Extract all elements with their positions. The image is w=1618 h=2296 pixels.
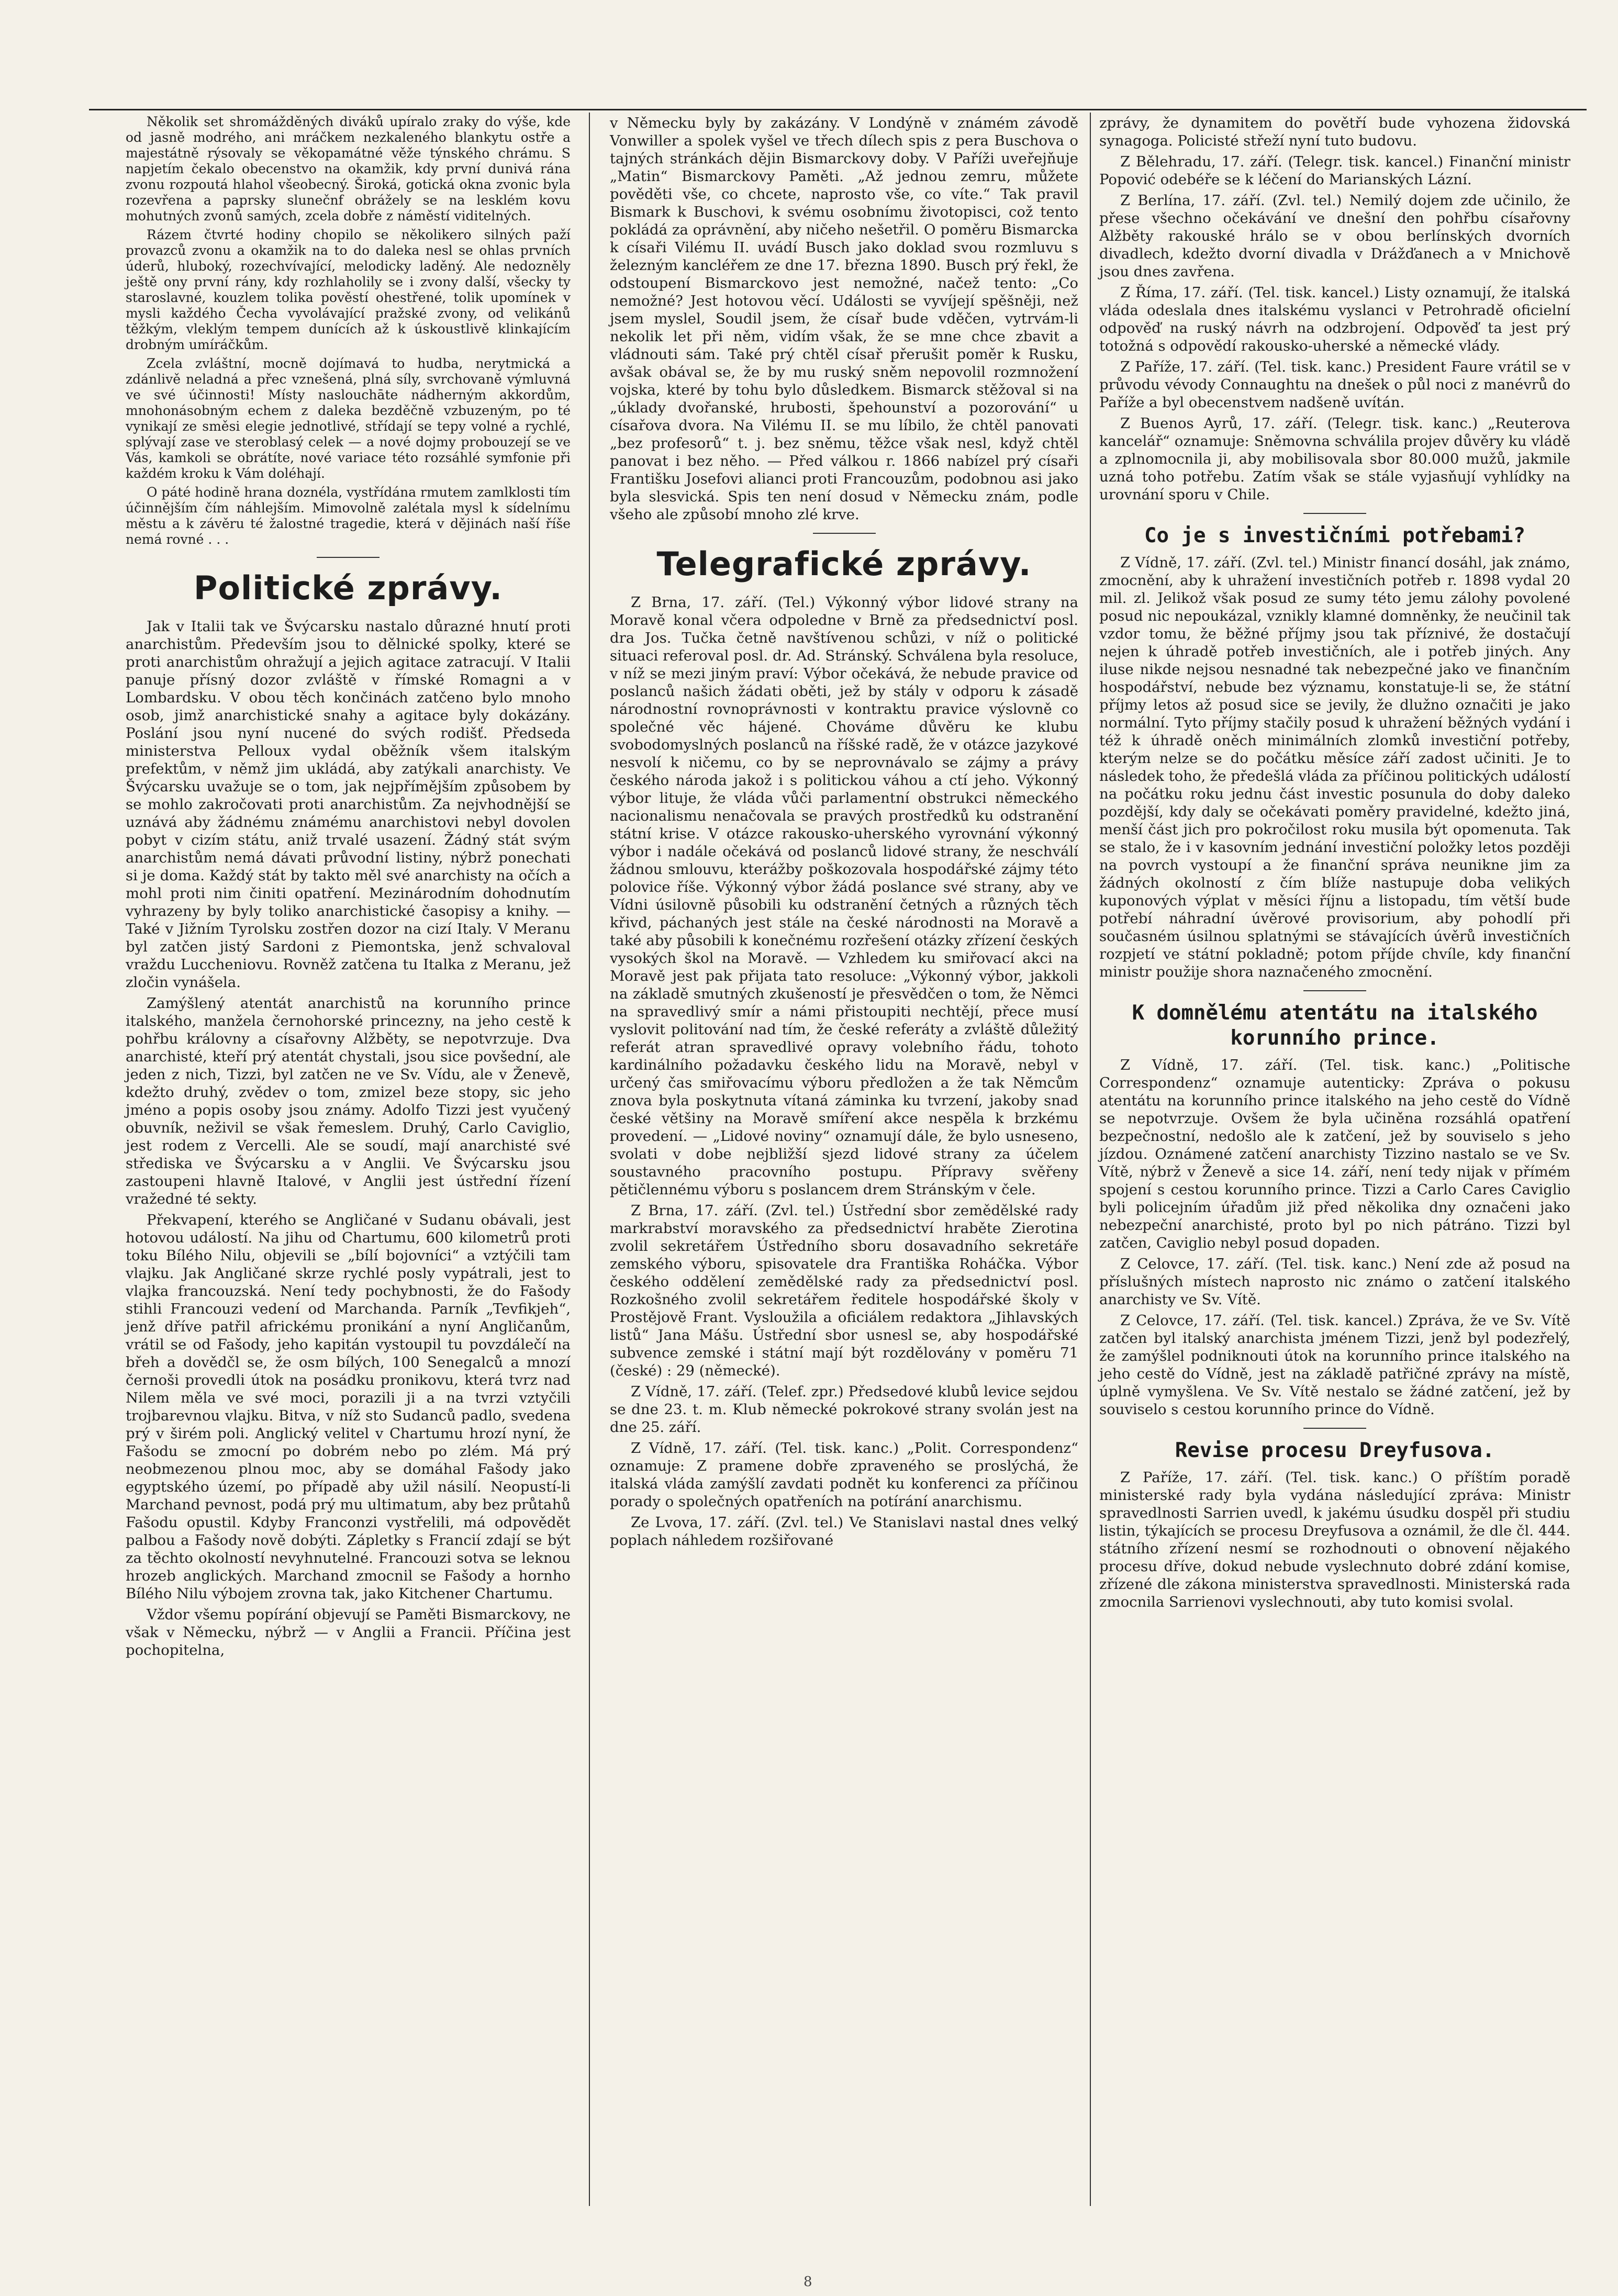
column-divider-1 [589, 113, 590, 2206]
intro-paragraph: Zcela zvláštní, mocně dojímavá to hudba, nerytmická a zdánlivě neladná a přec vznešená, plná síly, svrchovaně výmluvná ve své účinnosti! Místy naslouchāte nádherným akkordům, mnohonásobným echem z daleka bezděčně vzbuzeným, po té vynikají ze směsi elegie jednotlivé, střídají se tepy volné a rychlé, splývají zase ve steroblasý celek — a nové dojmy probouzejí se ve Vás, kamkoli se obrátíte, nové variace této rozsáhlé symfonie při každém kroku k Vám doléhají. [126, 356, 571, 481]
continued-paragraph: v Německu byly by zakázány. V Londýně v známém závodě Vonwiller a spolek vyšel ve třech dílech spis z pera Buschova o tajných stránkách dějin Bismarckovy doby. V Paříži uveřejňuje „Matin“ Bismarckovy Paměti. „Až jednou zemru, můžete pověděti vše, co chcete, naprosto vše, co víte.“ Tak pravil Bismark k Buschovi, k svému osobnímu životopisci, což tento pokládá za oprávnění, aby ničeho nešetřil. O poměru Bismarcka k císaři Vilému II. uvádí Busch jako doklad svou rozmluvu s železným kancléřem ze dne 17. března 1890. Busch prý řekl, že odstoupení Bismarckovo jest nemožné, načež tento: „Co nemožné? Jest hotovou věcí. Události se vyvíjejí spěšněji, než jsem myslel, Soudil jsem, že císař bude vděčen, vytrvám-li nekolik let při něm, vidím však, že se mne chce zbavit a vládnouti sám. Také prý chtěl císař přerušit poměr k Rusku, avšak obával se, že by mu ruský sněm nepovolil rozmnožení vojska, které by tohu bylo důsledkem. Bismarck stěžoval si na „úklady dvořanské, hrubosti, špehounství a pozorování“ u císařova dvora. Na Vilému II. se mu líbilo, že chtěl panovati „bez profesorů“ t. j. bez sněmu, těžce však nesl, když chtěl panovat i bez něho. — Před válkou r. 1866 nabízel prý císaři Františku Josefovi alianci proti Francouzům, podobnou asi jako byla slesvická. Spis ten není dosud v Německu znám, podle všeho ale způsobí mnoho zlé krve. [610, 115, 1078, 523]
heading-dreyfus: Revise procesu Dreyfusova. [1175, 1439, 1495, 1462]
column-1 [126, 114, 571, 1662]
intro-paragraph: Několik set shromážděných diváků upíralo zraky do výše, kde od jasně modrého, ani mráčkem nezkaleného blankytu ostře a majestátně rýsovaly se věkopamátné věže týnského chrámu. S napjetím čekalo obecenstvo na okamžik, kdy první dunivá rána zvonu rozpoutá hlahol všeobecný. Široká, gotická okna zvonic byla rozevřena a paprsky slunečnf obrážely se na lesklém kovu mohutných zvonů samých, zcela dobře z náměstí viditelných. [126, 114, 571, 223]
telegram-item: Z Berlína, 17. září. (Zvl. tel.) Nemilý dojem zde učinilo, že přese všechno očekávání ve dnešní den pohřbu císařovny Alžběty rakouské hrálo se v obou berlínských dvorních divadlech, kdežto dvorní divadla v Drážďanech a v Mnichově jsou dnes zavřena. [1099, 192, 1570, 280]
section-separator [813, 533, 876, 534]
heading-investments: Co je s investičními potřebami? [1144, 524, 1525, 547]
telegram-item: Z Bělehradu, 17. září. (Telegr. tisk. kancel.) Finanční ministr Popović odebéře se k léčení do Marianských Lázní. [1099, 153, 1570, 188]
politics-paragraph: Překvapení, kterého se Angličané v Sudanu obávali, jest hotovou událostí. Na jihu od Chartumu, 600 kilometrů proti toku Bílého Nilu, objevili se „bílí bojovníci“ a vztýčili tam vlajku. Jak Angličané skrze rychlé posly vypátrali, jest to vlajka francouzská. Není tedy pochybnosti, že do Fašody stihli Francouzi vedení od Marchanda. Parník „Tevfikjeh“, jenž dříve patřil africkému pronikání a nyní Angličanům, vrátil se od Fašody, jeho kapitán vystoupil tu povzdálečí na břeh a dovědčl se, že osm bílých, 100 Senegalců a mnozí černoši provedli útok na posádku pronikovu, která tvrz nad Nilem měla ve své moci, porazili ji a na tvrzi vztyčili trojbarevnou vlajku. Bitva, v níž sto Sudanců padlo, svedena prý v širém poli. Anglický velitel v Chartumu hrozí nyní, že Fašodu se zmocní po dobrém nebo po zlém. Má prý neobmezenou plnou moc, aby se domáhal Fašody jako egyptského území, po případě aby užil násilí. Neopustí-li Marchand pevnost, podá prý mu ultimatum, aby bez průtahů Fašodu opustil. Kdyby Franconzi vystřelili, má odpovědět palbou a Fašody nově dobýti. Zápletky s Francií zdají se být za těchto okolností nevyhnutelné. Francouzi sotva se leknou hrozeb anglických. Marchand zmocnil se Fašody a hornho Bílého Nilu výbojem zrovna tak, jako Kitchener Chartumu. [126, 1212, 571, 1602]
section-separator [1303, 990, 1366, 991]
heading-telegrams: Telegrafické zprávy. [656, 545, 1032, 583]
telegram-item: Z Paříže, 17. září. (Tel. tisk. kanc.) President Faure vrátil se v průvodu vévody Connaughtu na dnešek o půl noci z manévrů do Paříže a byl obecenstvem nadšeně uvítán. [1099, 359, 1570, 411]
top-rule [89, 109, 1587, 110]
section-separator [317, 557, 380, 558]
telegram-item: Z Vídně, 17. září. (Telef. zpr.) Předsedové klubů levice sejdou se dne 23. t. m. Klub německé pokrokové strany svolán jest na dne 25. září. [610, 1383, 1078, 1436]
heading-prince-attack: K domnělému atentátu na italského korunního prince. [1132, 1001, 1538, 1050]
column-2 [610, 114, 1078, 1552]
heading-politics: Politické zprávy. [194, 569, 503, 607]
column-divider-2 [1090, 113, 1091, 2206]
column-3 [1099, 114, 1570, 1614]
page-mark: 8 [804, 2274, 812, 2290]
telegram-item: Z Říma, 17. září. (Tel. tisk. kancel.) Listy oznamují, že italská vláda odeslala dnes italskému vyslanci v Petrohradě oficielní odpověď na ruský návrh na odzbrojení. Odpověď ta jest prý totožná s odpovědí rakousko-uherské a německé vlády. [1099, 284, 1570, 354]
intro-paragraph: O páté hodině hrana doznéla, vystřídána rmutem zamlklosti tím účinnějším čím náhlejším. Mimovolně zalétala mysl k sídelnímu městu a k závěru té žalostné tragedie, která v dějinách naší říše nemá rovné . . . [126, 485, 571, 547]
telegram-item: Z Buenos Ayrů, 17. září. (Telegr. tisk. kanc.) „Reuterova kancelář“ oznamuje: Sněmovna schválila projev důvěry ku vládě a zplnomocnila ji, aby mobilisovala sbor 80.000 mužů, jakmile uzná toho potřebu. Zatím však se stále vyjasňují vyhlídky na urovnání sporu v Chile. [1099, 415, 1570, 503]
section-separator [1303, 1428, 1366, 1429]
dreyfus-paragraph: Z Paříže, 17. září. (Tel. tisk. kanc.) O příštím poradě ministerské rady byla vydána následující zpráva: Ministr spravedlnosti Sarrien uvedl, k jakému úsudku dospěl při studiu listin, týkajících se procesu Dreyfusova a oznámil, že dle čl. 444. státního zřízení nesmí se rozhodnouti o obnovení nějakého procesu dříve, dokud nebude vyslechnuto dobré zdání komise, zřízené dle zákona ministerstva spravedlnosti. Ministerská rada zmocnila Sarrienovi vyslechnouti, aby tuto komisi svolal. [1099, 1469, 1570, 1610]
telegram-item: Z Brna, 17. září. (Zvl. tel.) Ústřední sbor zemědělské rady markrabství moravského za předsednictví hraběte Zierotina zvolil sekretářem Ústředního sboru dosavadního sekretáře zemského výboru, spisovatele dra Františka Roháčka. Výbor českého oddělení zemědělské rady za předsednictví posl. Rozkošného zvolil sekretářem ředitele hospodářské školy v Prostějově Frant. Vysloužila a oficiálem redaktora „Jihlavských listů“ Jana Mášu. Ústřední sbor usnesl se, aby hospodářské subvence zemské i státní mají být rozdělovány v poměru 71 (české) : 29 (německé). [610, 1202, 1078, 1379]
prince-paragraph: Z Celovce, 17. září. (Tel. tisk. kanc.) Není zde až posud na příslušných místech naprosto nic známo o zatčení italského anarchisty ve Sv. Vítě. [1099, 1256, 1570, 1308]
prince-paragraph: Z Celovce, 17. září. (Tel. tisk. kancel.) Zpráva, že ve Sv. Vítě zatčen byl italský anarchista jménem Tizzi, jenž byl podezřelý, že zamýšlel podniknouti útok na korunního prince italského na jeho cestě do Vídně, jest na základě patřičné zprávy na místě, úplně vymyšlena. Ve Sv. Vítě nestalo se žádné zatčení, jež by souviselo s cestou korunního prince do Vídně. [1099, 1312, 1570, 1418]
telegram-item: Z Brna, 17. září. (Tel.) Výkonný výbor lidové strany na Moravě konal včera odpoledne v Brně za předsednictví posl. dra Jos. Tučka četně navštívenou schůzi, v níž o politické situaci referoval posl. dr. Ad. Stránský. Schválena byla resoluce, v níž se mezi jiným praví: Výbor očekává, že nebude pravice od poslanců našich žádati oběti, jež by stály v odporu k zásadě národnostní rovnoprávnosti v kontraktu pravice výslovně co společné věc hájené. Chováme důvěru ke klubu svobodomyslných poslanců na říšské radě, že v otázce jazykové nesvolí k ničemu, co by se neprovnávalo se zájmy a právy českého národa jakož i s politickou váhou a ctí jeho. Výkonný výbor lituje, že vláda vůči parlamentní obstrukci německého nacionalismu nenačovala se pravých prostředků ku odstranění státní krise. V otázce rakousko-uherského vyrovnání výkonný výbor i nadále očekává od poslanců lidové strany, že neschválí žádnou smlouvu, kterážby poškozovala hospodářské zájmy této polovice říše. Výkonný výbor žádá poslance své strany, aby ve Vídni úsilovně působili ku odstranění četných a různých těch křivd, páchaných jest stále na české národnosti na Moravě a také aby působili k konečnému rozřešení otázky zřízení českých vysokých škol na Moravě. — Vzhledem ku smiřovací akci na Moravě jest pak přijata tato resoluce: „Výkonný výbor, jakkoli na základě smutných zkušeností je přesvědčen o tom, že Němci na spravedlivý smír a námi přistoupiti nechtějí, přece musí vyslovit politování nad tím, že české referáty a zvláště důležitý referát atran spravedlivé opravy volebního řádu, tohoto kardinálního požadavku českého lidu na Moravě, nebyl v určený čas smiřovacímu výboru předložen a že tak Němcům znova byla poskytnuta vítaná záminka ku tvrzení, jakoby snad české většiny na Moravě smíření akce nespěla k brzkému provedení. — „Lidové noviny“ oznamují dále, že bylo usneseno, svolati v dobe nejbližší sjezd lidové strany za účelem soustavného pracovního postupu. Přípravy svěřeny pětičlennému výboru s poslancem drem Stránským v čele. [610, 594, 1078, 1198]
investment-paragraph: Z Vídně, 17. září. (Zvl. tel.) Ministr financí dosáhl, jak známo, zmocnění, aby k uhražení investičních potřeb r. 1898 vydal 20 mil. zl. Jelikož však posud ze sumy této jemu zálohy povolené posud nic nepoukázal, vznikly klamné domněnky, že neučinil tak vzdor tomu, že běžné příjmy jsou tak příznivé, že dostačují nejen k úhradě potřeb investičních, ale i potřeb jiných. Any iluse nikde nejsou nesnadné tak nebezpečné jako ve finančním hospodářství, nebude bez významu, konstatuje-li se, že státní příjmy letos až posud sice se jevily, že dlužno označiti je jako normální. Tyto příjmy stačily posud k uhražení běžných vydání i též k úhradě oněch minimálních zlomků investiční potřeby, kterým nelze se do počátku měsíce září zadost učiniti. Je to následek toho, že předešlá vláda za příčinou politických událostí na počátku roku jednu část investic posunula do doby daleko pozdější, kdy daly se očekávati poměry pravidelné, kdežto jiná, menší část jich pro pokročilost roku musila být opomenuta. Tak se stalo, že i v kasovním jednání investiční položky letos později na povrch vystoupí a že finanční správa neunikne jim za žádných okolností z čím blíže nastupuje doba velikých kuponových výplat v měsíci říjnu a listopadu, tím větší bude potřebí náhradní úvěrové provisorium, aby pohodlí při současném úsilnou splatnými se stávajících úvěrů investičních rozpjetí ve státní pokladně; potom příjde chvíle, kdy finanční ministr použije shora naznačeného zmocnění. [1099, 554, 1571, 980]
telegram-item: Z Vídně, 17. září. (Tel. tisk. kanc.) „Polit. Correspondenz“ oznamuje: Z pramene dobře zpraveného se proslýchá, že italská vláda zamýšlí zavdati podnět ku konferenci za příčinou porady o společných opatřeních na potírání anarchismu. [610, 1440, 1078, 1510]
intro-paragraph: Rázem čtvrté hodiny chopilo se několikero silných paží provazců zvonu a okamžik na to do daleka nesl se ohlas prvních úderů, hluboký, rozechvívající, melodicky laděný. Ale nedozněly ještě ony první rány, kdy rozhlaholily se i zvony další, všecky ty staroslavné, kouzlem tolika pověstí ohestřené, tolik upomínek v mysli každého Čecha vyvolávající pražské zvony, od velikánů těžkým, vleklým tempem dunících až k úskoustlivě klinkajícím drobným umíráčkům. [126, 227, 571, 352]
politics-paragraph: Vždor všemu popírání objevují se Paměti Bismarckovy, ne však v Německu, nýbrž — v Anglii a Francii. Příčina jest pochopitelna, [126, 1606, 571, 1659]
politics-paragraph: Jak v Italii tak ve Švýcarsku nastalo důrazné hnutí proti anarchistům. Především jsou to dělnické spolky, které se proti anarchistům ohražují a jejich agitace zatracují. V Italii panuje přísný dozor zvláště v římské Romagni a v Lombardsku. V obou těch končinách zatčeno bylo mnoho osob, jimž anarchistické snahy a agitace byly dokázány. Poslání jsou nyní nucené do svých rodišť. Předseda ministerstva Pelloux vydal oběžník všem italským prefektům, v němž jim ukládá, aby zatýkali anarchisty. Ve Švýcarsku uvažuje se o tom, jak nejpřímějším způsobem by se mohlo zakročovati proti anarchistům. Za nejvhodnější se uznává aby žádnému známému anarchistovi nebyl dovolen pobyt v cizím státu, aniž trvalé usazení. Žádný stát svým anarchistům nemá dávati průvodní listiny, nýbrž ponechati si je doma. Každý stát by takto měl své anarchisty na očích a mohl proti nim činiti opatření. Mezinárodním dohodnutím vyhrazeny by byly toliko anarchistické časopisy a knihy. — Také v Jižním Tyrolsku zostřen dozor na cizí Italy. V Meranu byl zatčen jistý Sardoni z Piemontska, jenž schvaloval vraždu Luccheniovu. Rovněž zatčena tu Italka z Meranu, jež zločin vynášela. [126, 618, 571, 991]
section-separator [1303, 513, 1366, 514]
prince-paragraph: Z Vídně, 17. září. (Tel. tisk. kanc.) „Politische Correspondenz“ oznamuje autenticky: Zpráva o pokusu atentátu na korunního prince italského na jeho cestě do Vídně se nepotvrzuje. Ovšem že byla učiněna rozsáhlá opatření bezpečnostní, nedošlo ale k zatčení, jež by souviselo s jeho jízdou. Oznámené zatčení anarchisty Tizzino nastalo se ve Sv. Vítě, nýbrž v Ženevě a sice 14. září, není tedy nijak v přímém spojení s cestou korunního prince. Tizzi a Carlo Cares Caviglio byli policejním úřadům již před několika dny označeni jako nebezpeční anarchisté, proto byl po nich pátráno. Tizzi byl zatčen, Caviglio nebyl posud dopaden. [1099, 1057, 1570, 1251]
politics-paragraph: Zamýšlený atentát anarchistů na korunního prince italského, manžela černohorské princezny, na jeho cestě k pohřbu královny a císařovny Alžběty, se nepotvrzuje. Dva anarchisté, kteří prý atentát chystali, jsou sice povšední, ale jeden z nich, Tizzi, byl zatčen ne ve Sv. Vídu, ale v Ženevě, kdežto druhý, zvědev o tom, zmizel beze stopy, sic jeho jméno a popis osoby jsou známy. Adolfo Tizzi jest vyučený obuvník, neživil se však řemeslem. Druhý, Carlo Caviglio, jest rodem z Vercelli. Ale se soudí, mají anarchisté své střediska ve Švýcarsku a v Anglii. Ve Švýcarsku jsou zastoupeni hlavně Italové, v Anglii jest ústřední řízení vražedné té sekty. [126, 995, 571, 1207]
telegram-item: Ze Lvova, 17. září. (Zvl. tel.) Ve Stanislavi nastal dnes velký poplach náhledem rozšiřované [610, 1514, 1078, 1549]
telegram-item: zprávy, že dynamitem do povětří bude vyhozena židovská synagoga. Policisté střeží nyní tuto budovu. [1099, 115, 1570, 149]
